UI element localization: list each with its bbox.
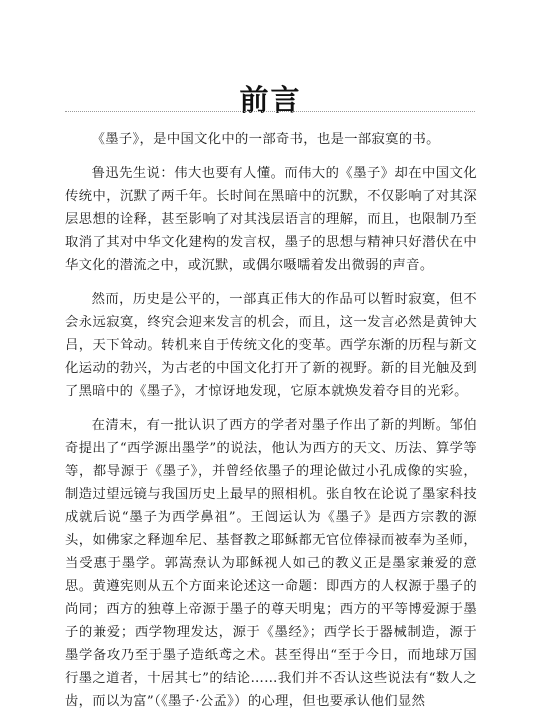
paragraph: 鲁迅先生说：伟大也要有人懂。而伟大的《墨子》却在中国文化传统中，沉默了两千年。长时间在黑暗中的沉默，不仅影响了对其深层思想的诠释，甚至影响了对其浅层语言的理解，而且，也限制乃至取消了其对中华文化建构的发言权，墨子的思想与精神只好潜伏在中华文化的潜流之中，或沉默，或偶尔嗫嚅着发出微弱的声音。: [65, 166, 477, 273]
page-title: 前言: [239, 83, 302, 117]
body-text: [65, 128, 477, 724]
paragraph: 然而，历史是公平的，一部真正伟大的作品可以暂时寂寞，但不会永远寂寞，终究会迎来发言的机会，而且，这一发言必然是黄钟大吕，天下耸动。转机来自于传统文化的变革。西学东渐的历程与新文化运动的勃兴，为古老的中国文化打开了新的视野。新的目光触及到了黑暗中的《墨子》，才惊讶地发现，它原本就焕发着夺目的光彩。: [65, 292, 477, 399]
paragraph: 在清末，有一批认识了西方的学者对墨子作出了新的判断。邹伯奇提出了“西学源出墨学”的说法，他认为西方的天文、历法、算学等等，都导源于《墨子》，并曾经依墨子的理论做过小孔成像的实验，制造过望远镜与我国历史上最早的照相机。张自牧在论说了墨家科技成就后说“墨子为西学鼻祖”。王闿运认为《墨子》是西方宗教的源头，如佛家之释迦牟尼、基督教之耶稣都无官位俸禄而被奉为圣师，当受惠于墨学。郭嵩焘认为耶稣视人如己的教义正是墨家兼爱的意思。黄遵宪则从五个方面来论述这一命题：即西方的人权源于墨子的尚同；西方的独尊上帝源于墨子的尊天明鬼；西方的平等博爱源于墨子的兼爱；西学物理发达，源于《墨经》；西学长于器械制造，源于墨学备攻乃至于墨子造纸鸢之术。甚至得出“至于今日，而地球万国行墨之道者，十居其七”的结论……我们并不否认这些说法有“数人之齿，而以为富”（《墨子·公孟》）的心理，但也要承认他们显然: [65, 418, 477, 709]
paragraph: 《墨子》，是中国文化中的一部奇书，也是一部寂寞的书。: [91, 132, 440, 147]
title-divider: [65, 111, 475, 112]
